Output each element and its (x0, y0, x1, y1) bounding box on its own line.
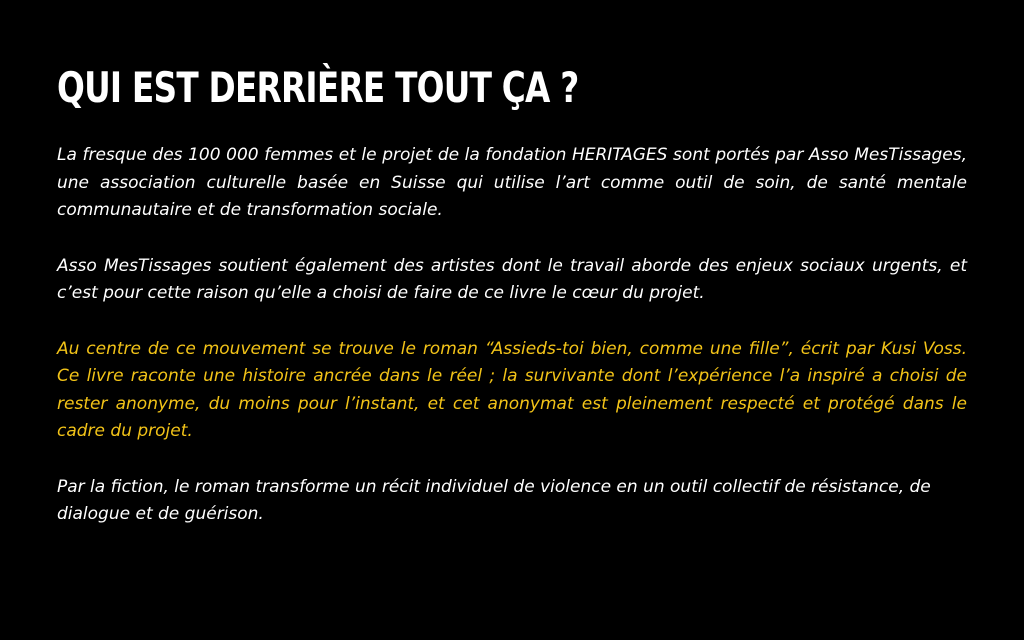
body-text (57, 142, 967, 529)
paragraph-fiction: Par la fiction, le roman transforme un récit individuel de violence en un outil collectif de résistance, de dialogue et de guérison. (57, 476, 931, 524)
page-title: QUI EST DERRIÈRE TOUT ÇA ? (57, 63, 579, 112)
content-slide (57, 60, 967, 557)
paragraph-intro: La fresque des 100 000 femmes et le projet de la fondation HERITAGES sont portés par Asso MesTissages, une association culturelle basée en Suisse qui utilise l’art comme outil de soin, de santé mentale communautaire et de transformation sociale. (57, 145, 967, 220)
paragraph-novel-highlight: Au centre de ce mouvement se trouve le roman “Assieds-toi bien, comme une fille”, écrit par Kusi Voss. Ce livre raconte une histoire ancrée dans le réel ; la survivante dont l’expérience l’a inspiré a choisi de rester anonyme, du moins pour l’instant, et cet anonymat est pleinement respecté et protégé dans le cadre du projet. (57, 338, 967, 441)
paragraph-support: Asso MesTissages soutient également des artistes dont le travail aborde des enjeux sociaux urgents, et c’est pour cette raison qu’elle a choisi de faire de ce livre le cœur du projet. (57, 255, 967, 303)
